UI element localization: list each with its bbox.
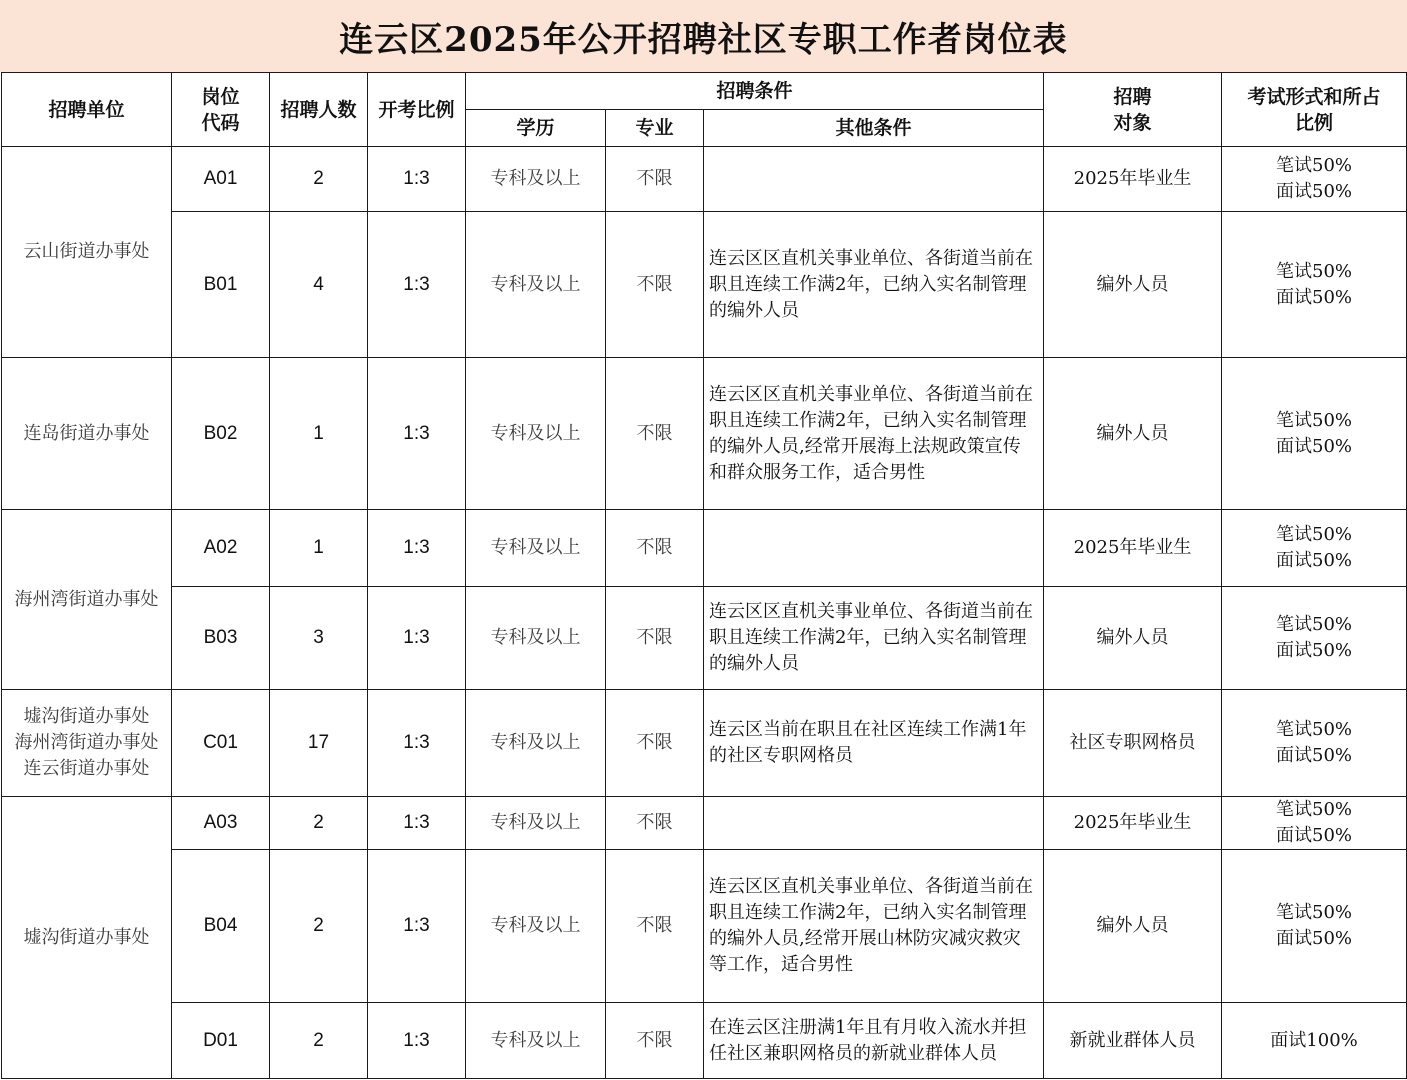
target-cell: 2025年毕业生 — [1044, 147, 1222, 212]
count-cell: 2 — [270, 147, 368, 212]
other-conditions-cell: 连云区当前在职且在社区连续工作满1年的社区专职网格员 — [704, 690, 1044, 797]
table-row — [2, 147, 1407, 212]
target-cell: 编外人员 — [1044, 587, 1222, 690]
education-cell: 专科及以上 — [466, 212, 606, 358]
ratio-cell: 1:3 — [368, 1003, 466, 1079]
table-row — [2, 797, 1407, 850]
ratio-cell: 1:3 — [368, 212, 466, 358]
count-cell: 2 — [270, 850, 368, 1003]
header-major: 专业 — [606, 110, 704, 147]
ratio-cell: 1:3 — [368, 147, 466, 212]
target-cell: 2025年毕业生 — [1044, 510, 1222, 587]
header-exam: 考试形式和所占 比例 — [1222, 73, 1407, 147]
table-row — [2, 1003, 1407, 1079]
code-cell: A01 — [172, 147, 270, 212]
major-cell: 不限 — [606, 212, 704, 358]
major-cell: 不限 — [606, 587, 704, 690]
header-conditions: 招聘条件 — [466, 73, 1044, 110]
other-conditions-cell: 在连云区注册满1年且有月收入流水并担任社区兼职网格员的新就业群体人员 — [704, 1003, 1044, 1079]
major-cell: 不限 — [606, 797, 704, 850]
exam-cell: 笔试50% 面试50% — [1222, 358, 1407, 510]
major-cell: 不限 — [606, 358, 704, 510]
major-cell: 不限 — [606, 147, 704, 212]
header-ratio: 开考比例 — [368, 73, 466, 147]
code-cell: B04 — [172, 850, 270, 1003]
table-body — [2, 147, 1407, 1079]
major-cell: 不限 — [606, 690, 704, 797]
ratio-cell: 1:3 — [368, 510, 466, 587]
page-title: 连云区2025年公开招聘社区专职工作者岗位表 — [0, 0, 1407, 72]
unit-cell: 连岛街道办事处 — [2, 358, 172, 510]
ratio-cell: 1:3 — [368, 587, 466, 690]
education-cell: 专科及以上 — [466, 690, 606, 797]
table-row — [2, 510, 1407, 587]
table-row — [2, 212, 1407, 358]
major-cell: 不限 — [606, 510, 704, 587]
unit-cell: 墟沟街道办事处 海州湾街道办事处 连云街道办事处 — [2, 690, 172, 797]
header-education: 学历 — [466, 110, 606, 147]
exam-cell: 笔试50% 面试50% — [1222, 212, 1407, 358]
header-code: 岗位 代码 — [172, 73, 270, 147]
positions-table — [1, 72, 1407, 1079]
header-target: 招聘 对象 — [1044, 73, 1222, 147]
unit-cell: 海州湾街道办事处 — [2, 510, 172, 690]
major-cell: 不限 — [606, 850, 704, 1003]
exam-cell: 笔试50% 面试50% — [1222, 850, 1407, 1003]
code-cell: A02 — [172, 510, 270, 587]
unit-cell: 云山街道办事处 — [2, 147, 172, 358]
code-cell: C01 — [172, 690, 270, 797]
other-conditions-cell — [704, 797, 1044, 850]
count-cell: 17 — [270, 690, 368, 797]
exam-cell: 笔试50% 面试50% — [1222, 587, 1407, 690]
count-cell: 2 — [270, 797, 368, 850]
table-row — [2, 358, 1407, 510]
table-row — [2, 587, 1407, 690]
education-cell: 专科及以上 — [466, 147, 606, 212]
other-conditions-cell: 连云区区直机关事业单位、各街道当前在职且连续工作满2年，已纳入实名制管理的编外人员 — [704, 587, 1044, 690]
target-cell: 2025年毕业生 — [1044, 797, 1222, 850]
count-cell: 2 — [270, 1003, 368, 1079]
ratio-cell: 1:3 — [368, 358, 466, 510]
code-cell: B01 — [172, 212, 270, 358]
exam-cell: 面试100% — [1222, 1003, 1407, 1079]
target-cell: 编外人员 — [1044, 358, 1222, 510]
count-cell: 4 — [270, 212, 368, 358]
other-conditions-cell: 连云区区直机关事业单位、各街道当前在职且连续工作满2年，已纳入实名制管理的编外人员 — [704, 212, 1044, 358]
education-cell: 专科及以上 — [466, 850, 606, 1003]
table-row — [2, 850, 1407, 1003]
header-unit: 招聘单位 — [2, 73, 172, 147]
other-conditions-cell: 连云区区直机关事业单位、各街道当前在职且连续工作满2年，已纳入实名制管理的编外人员,经常开展山林防灾减灾救灾等工作，适合男性 — [704, 850, 1044, 1003]
education-cell: 专科及以上 — [466, 587, 606, 690]
exam-cell: 笔试50% 面试50% — [1222, 147, 1407, 212]
code-cell: D01 — [172, 1003, 270, 1079]
table-row — [2, 690, 1407, 797]
ratio-cell: 1:3 — [368, 690, 466, 797]
major-cell: 不限 — [606, 1003, 704, 1079]
ratio-cell: 1:3 — [368, 797, 466, 850]
exam-cell: 笔试50% 面试50% — [1222, 510, 1407, 587]
other-conditions-cell — [704, 147, 1044, 212]
education-cell: 专科及以上 — [466, 510, 606, 587]
code-cell: B03 — [172, 587, 270, 690]
count-cell: 1 — [270, 358, 368, 510]
count-cell: 1 — [270, 510, 368, 587]
ratio-cell: 1:3 — [368, 850, 466, 1003]
target-cell: 编外人员 — [1044, 850, 1222, 1003]
code-cell: A03 — [172, 797, 270, 850]
other-conditions-cell — [704, 510, 1044, 587]
target-cell: 编外人员 — [1044, 212, 1222, 358]
header-other: 其他条件 — [704, 110, 1044, 147]
target-cell: 新就业群体人员 — [1044, 1003, 1222, 1079]
education-cell: 专科及以上 — [466, 797, 606, 850]
education-cell: 专科及以上 — [466, 358, 606, 510]
exam-cell: 笔试50% 面试50% — [1222, 690, 1407, 797]
header-count: 招聘人数 — [270, 73, 368, 147]
code-cell: B02 — [172, 358, 270, 510]
unit-cell: 墟沟街道办事处 — [2, 797, 172, 1079]
other-conditions-cell: 连云区区直机关事业单位、各街道当前在职且连续工作满2年，已纳入实名制管理的编外人员,经常开展海上法规政策宣传和群众服务工作，适合男性 — [704, 358, 1044, 510]
education-cell: 专科及以上 — [466, 1003, 606, 1079]
target-cell: 社区专职网格员 — [1044, 690, 1222, 797]
count-cell: 3 — [270, 587, 368, 690]
exam-cell: 笔试50% 面试50% — [1222, 797, 1407, 850]
